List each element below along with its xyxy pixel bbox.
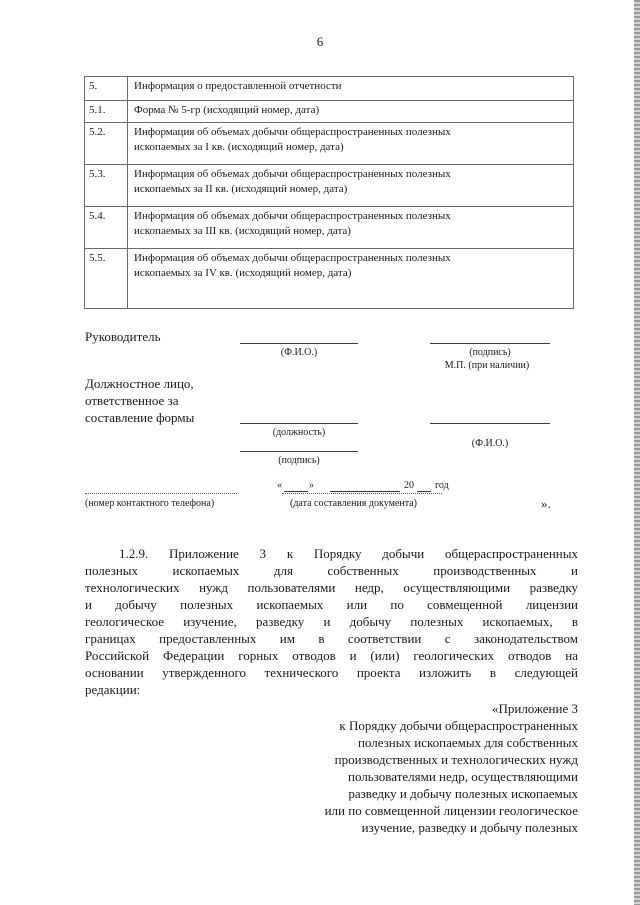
fio-line bbox=[240, 343, 358, 344]
date-year-suffix: год bbox=[435, 480, 449, 491]
row-number: 5.2. bbox=[85, 123, 128, 165]
date-close-quote: » bbox=[309, 480, 314, 491]
appendix-line: разведку и добычу полезных ископаемых bbox=[348, 786, 578, 801]
scan-edge bbox=[634, 0, 640, 905]
appendix-line: пользователями недр, осуществляющими bbox=[348, 769, 578, 784]
table-row bbox=[85, 249, 574, 309]
row-number: 5.4. bbox=[85, 207, 128, 249]
table-row bbox=[85, 123, 574, 165]
row-number: 5.3. bbox=[85, 165, 128, 207]
date-year-prefix: 20 bbox=[404, 480, 414, 491]
appendix-line: «Приложение 3 bbox=[491, 701, 578, 716]
page-number: 6 bbox=[316, 34, 324, 49]
official-label-line: Должностное лицо, bbox=[85, 376, 194, 391]
appendix-line: производственных и технологических нужд bbox=[334, 752, 578, 767]
date-open-quote: « bbox=[277, 480, 282, 491]
paragraph-line: основании утвержденного технического проекта изложить в следующей bbox=[85, 665, 578, 680]
row-number: 5. bbox=[85, 77, 128, 101]
table-row bbox=[85, 77, 574, 101]
row-text: Форма № 5-гр (исходящий номер, дата) bbox=[128, 101, 574, 123]
official-label-line: составление формы bbox=[85, 410, 195, 425]
signature-line bbox=[430, 343, 550, 344]
official-fio-caption: (Ф.И.О.) bbox=[471, 438, 509, 449]
closing-mark: ». bbox=[541, 496, 551, 511]
appendix-heading bbox=[230, 700, 578, 836]
row-text-line: Информация об объемах добычи общераспространенных полезных bbox=[134, 168, 451, 180]
row-text bbox=[128, 165, 574, 207]
row-text: Информация о предоставленной отчетности bbox=[128, 77, 574, 101]
appendix-line: или по совмещенной лицензии геологическое bbox=[324, 803, 578, 818]
official-label-line: ответственное за bbox=[85, 393, 179, 408]
fio-caption: (Ф.И.О.) bbox=[280, 347, 318, 358]
phone-caption: (номер контактного телефона) bbox=[85, 498, 215, 509]
row-text-line: Информация об объемах добычи общераспространенных полезных bbox=[134, 210, 451, 222]
reporting-table bbox=[84, 76, 574, 309]
official-fio-line bbox=[430, 423, 550, 424]
table-row bbox=[85, 101, 574, 123]
table-row bbox=[85, 165, 574, 207]
table-row bbox=[85, 207, 574, 249]
row-text-line: ископаемых за I кв. (исходящий номер, дата) bbox=[134, 141, 344, 153]
position-caption: (должность) bbox=[272, 427, 326, 438]
paragraph-line: Российской Федерации горных отводов и (или) геологических отводов на bbox=[85, 648, 578, 663]
date-caption: (дата составления документа) bbox=[290, 498, 417, 509]
row-text bbox=[128, 249, 574, 309]
row-text bbox=[128, 207, 574, 249]
official-signature-line bbox=[240, 451, 358, 452]
amendment-paragraph bbox=[85, 545, 578, 698]
row-text-line: ископаемых за II кв. (исходящий номер, дата) bbox=[134, 183, 348, 195]
official-signature-caption: (подпись) bbox=[278, 455, 320, 466]
row-text-line: Информация об объемах добычи общераспространенных полезных bbox=[134, 126, 451, 138]
row-text bbox=[128, 123, 574, 165]
head-label: Руководитель bbox=[85, 329, 161, 344]
row-text-line: ископаемых за III кв. (исходящий номер, дата) bbox=[134, 225, 351, 237]
paragraph-line: границах предоставленных им в соответствии с законодательством bbox=[85, 631, 578, 646]
paragraph-line: полезных ископаемых для собственных производственных и bbox=[85, 563, 578, 578]
appendix-line: полезных ископаемых для собственных bbox=[357, 735, 578, 750]
phone-line bbox=[85, 493, 237, 494]
date-month-line bbox=[330, 491, 400, 492]
row-number: 5.5. bbox=[85, 249, 128, 309]
row-text-line: Информация об объемах добычи общераспространенных полезных bbox=[134, 252, 451, 264]
position-line bbox=[240, 423, 358, 424]
appendix-line: изучение, разведку и добычу полезных bbox=[361, 820, 578, 835]
row-number: 5.1. bbox=[85, 101, 128, 123]
paragraph-line: 1.2.9. Приложение 3 к Порядку добычи общераспространенных bbox=[119, 546, 578, 561]
appendix-line: к Порядку добычи общераспространенных bbox=[339, 718, 578, 733]
signature-caption: (подпись) bbox=[469, 347, 511, 358]
date-year-line bbox=[417, 491, 431, 492]
stamp-caption: М.П. (при наличии) bbox=[444, 360, 530, 371]
paragraph-line: и добычу полезных ископаемых или по совмещенной лицензии bbox=[85, 597, 578, 612]
date-underline bbox=[282, 493, 442, 494]
row-text-line: ископаемых за IV кв. (исходящий номер, дата) bbox=[134, 267, 352, 279]
paragraph-line: редакции: bbox=[85, 682, 141, 697]
date-day-line bbox=[284, 491, 308, 492]
paragraph-line: технологических нужд пользователями недр, осуществляющими разведку bbox=[85, 580, 578, 595]
paragraph-line: геологическое изучение, разведку и добычу полезных ископаемых, в bbox=[85, 614, 578, 629]
